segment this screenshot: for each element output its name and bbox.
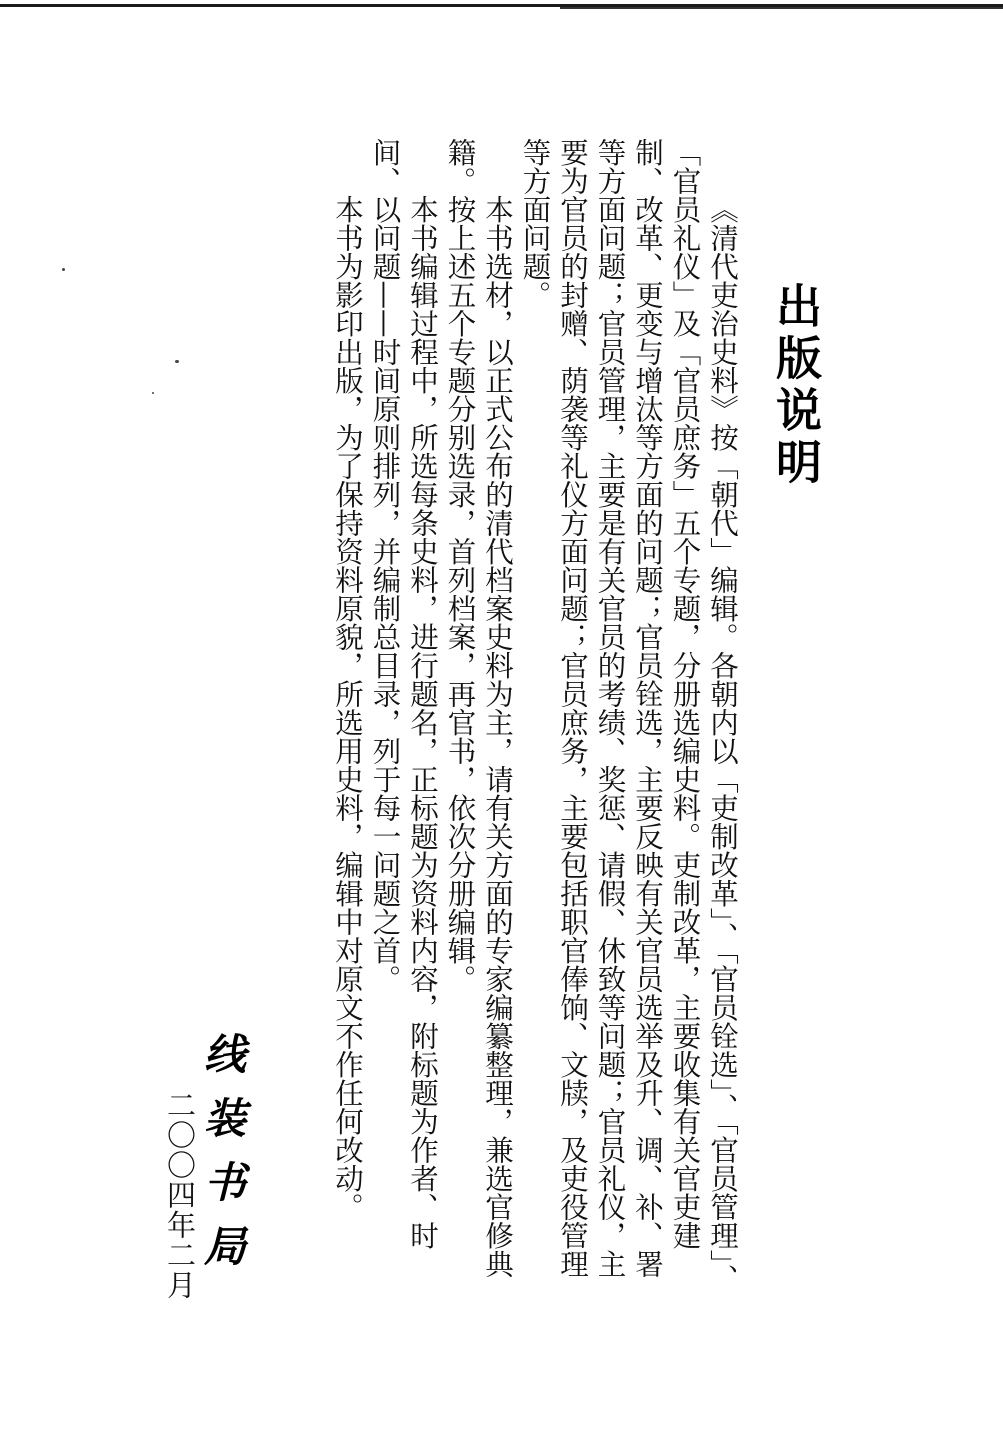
paragraph: 本书为影印出版，为了保持资料原貌，所选用史料，编辑中对原文不作任何改动。 — [331, 195, 364, 1221]
paragraph: 本书编辑过程中，所选每条史料，进行题名，正标题为资料内容，附标题为作者、时间、以问题——时间原则排列，并编制总目录，列于每一问题之首。 — [368, 138, 439, 1250]
body-text — [329, 138, 742, 1298]
publisher-name: 线装书局 — [198, 1032, 247, 1288]
page-title: 出版说明 — [769, 282, 823, 490]
scan-speck — [175, 360, 179, 363]
scan-speck — [62, 268, 65, 271]
scan-edge-line — [560, 7, 1003, 9]
publication-date: 二〇〇四年二月 — [163, 1090, 197, 1300]
scan-speck — [152, 392, 154, 394]
paragraph: 本书选材，以正式公布的清代档案史料为主，请有关方面的专家编纂整理，兼选官修典籍。按上述五个专题分别选录，首列档案，再官书，依次分册编辑。 — [443, 138, 514, 1278]
paragraph: 《清代吏治史料》按「朝代」编辑。各朝内以「吏制改革」、「官员铨选」、「官员管理」、「官员礼仪」及「官员庶务」五个专题，分册选编史料。吏制改革，主要收集有关官吏建制、改革、更变与增汰等方面的问题；官员铨选，主要反映有关官员选举及升、调、补、署等方面问题；官员管理，主要是有关官员的考绩、奖惩、请假、休致等问题；官员礼仪，主要为官员的封赠、荫袭等礼仪方面问题；官员庶务，主要包括职官俸饷、文牍，及吏役管理等方面问题。 — [518, 138, 739, 1293]
